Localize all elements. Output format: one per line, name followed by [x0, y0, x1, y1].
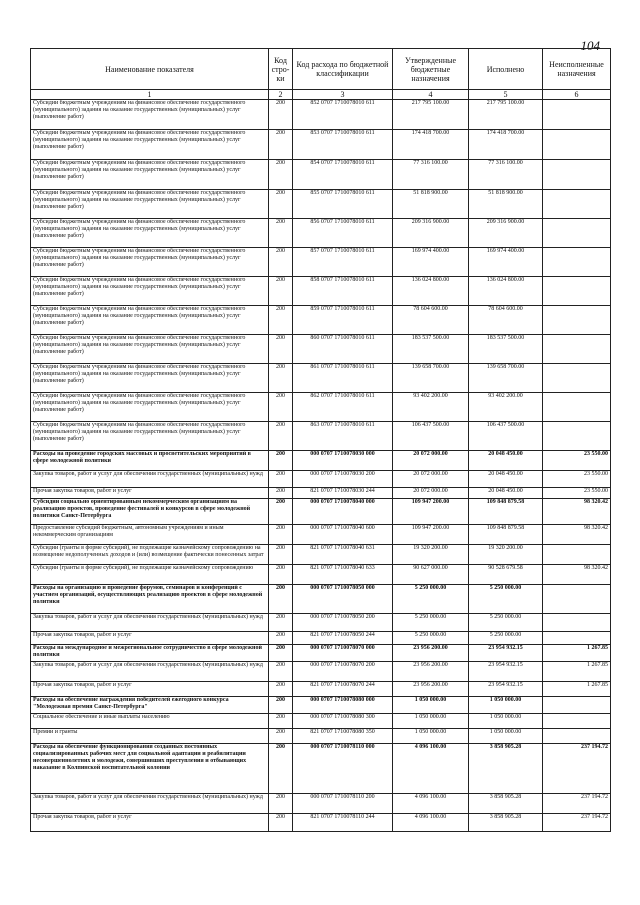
row-unexecuted-cell: [543, 130, 611, 160]
row-code-cell: 852 0707 1710078010 611: [293, 100, 393, 130]
row-unexecuted-cell: [543, 585, 611, 614]
row-approved-cell: 183 537 500.00: [393, 335, 469, 364]
row-name-cell: Расходы на проведение городских массовых и просветительских мероприятий в сфере молодежной политики: [31, 451, 269, 471]
row-line-cell: 200: [269, 632, 293, 645]
row-line-cell: 200: [269, 190, 293, 219]
row-code-cell: 000 0707 1710078080 000: [293, 697, 393, 714]
row-executed-cell: 139 658 700.00: [469, 364, 543, 393]
row-unexecuted-cell: [543, 160, 611, 190]
table-row: [31, 545, 611, 565]
table-row: [31, 729, 611, 744]
row-approved-cell: 4 096 100.00: [393, 794, 469, 814]
row-code-cell: 821 0707 1710078040 631: [293, 545, 393, 565]
row-line-cell: 200: [269, 814, 293, 832]
table-row: [31, 697, 611, 714]
row-name-cell: Расходы на организацию и проведение форумов, семинаров и конференций с участием организаций, осуществляющих реализацию проектов в сфере молодежной политики: [31, 585, 269, 614]
row-approved-cell: 209 316 900.00: [393, 219, 469, 248]
row-approved-cell: 5 250 000.00: [393, 585, 469, 614]
row-approved-cell: 5 250 000.00: [393, 632, 469, 645]
row-line-cell: 200: [269, 682, 293, 697]
row-code-cell: 856 0707 1710078010 611: [293, 219, 393, 248]
row-unexecuted-cell: [543, 729, 611, 744]
table-row: [31, 335, 611, 364]
row-unexecuted-cell: [543, 306, 611, 335]
row-unexecuted-cell: 98 320.42: [543, 525, 611, 545]
row-line-cell: 200: [269, 499, 293, 525]
row-approved-cell: 78 604 600.00: [393, 306, 469, 335]
row-name-cell: Субсидии бюджетным учреждениям на финансовое обеспечение государственного (муниципального) задания на оказание государственных (муниципальных) услуг (выполнение работ): [31, 393, 269, 422]
row-approved-cell: 20 072 000.00: [393, 451, 469, 471]
row-approved-cell: 174 418 700.00: [393, 130, 469, 160]
row-line-cell: 200: [269, 277, 293, 306]
row-line-cell: 200: [269, 565, 293, 585]
column-number: 6: [543, 90, 611, 100]
row-code-cell: 821 0707 1710078030 244: [293, 488, 393, 499]
row-line-cell: 200: [269, 794, 293, 814]
row-name-cell: Закупка товаров, работ и услуг для обеспечения государственных (муниципальных) нужд: [31, 471, 269, 488]
table-row: [31, 130, 611, 160]
table-row: [31, 585, 611, 614]
row-unexecuted-cell: [543, 422, 611, 451]
row-executed-cell: 174 418 700.00: [469, 130, 543, 160]
row-name-cell: Прочая закупка товаров, работ и услуг: [31, 488, 269, 499]
row-approved-cell: 20 072 000.00: [393, 471, 469, 488]
row-approved-cell: 169 974 400.00: [393, 248, 469, 277]
row-approved-cell: 93 402 200.00: [393, 393, 469, 422]
table-row: [31, 794, 611, 814]
table-row: [31, 393, 611, 422]
table-row: [31, 632, 611, 645]
row-executed-cell: 106 437 500.00: [469, 422, 543, 451]
row-name-cell: Прочая закупка товаров, работ и услуг: [31, 632, 269, 645]
row-unexecuted-cell: 237 194.72: [543, 744, 611, 794]
table-row: [31, 565, 611, 585]
row-line-cell: 200: [269, 130, 293, 160]
header-executed: Исполнено: [469, 49, 543, 90]
table-row: [31, 744, 611, 794]
row-approved-cell: 1 050 000.00: [393, 729, 469, 744]
header-approved: Утвержденные бюджетные назначения: [393, 49, 469, 90]
row-name-cell: Субсидии бюджетным учреждениям на финансовое обеспечение государственного (муниципального) задания на оказание государственных (муниципальных) услуг (выполнение работ): [31, 422, 269, 451]
row-unexecuted-cell: 1 267.85: [543, 645, 611, 662]
row-code-cell: 862 0707 1710078010 611: [293, 393, 393, 422]
row-unexecuted-cell: 98 320.42: [543, 499, 611, 525]
row-executed-cell: 5 250 000.00: [469, 585, 543, 614]
row-approved-cell: 19 320 200.00: [393, 545, 469, 565]
row-unexecuted-cell: [543, 393, 611, 422]
row-name-cell: Закупка товаров, работ и услуг для обеспечения государственных (муниципальных) нужд: [31, 662, 269, 682]
table-body: [31, 100, 611, 832]
row-executed-cell: 77 316 100.00: [469, 160, 543, 190]
column-number: 1: [31, 90, 269, 100]
row-executed-cell: 5 250 000.00: [469, 632, 543, 645]
row-line-cell: 200: [269, 545, 293, 565]
row-unexecuted-cell: [543, 545, 611, 565]
row-name-cell: Субсидии бюджетным учреждениям на финансовое обеспечение государственного (муниципального) задания на оказание государственных (муниципальных) услуг (выполнение работ): [31, 277, 269, 306]
table-row: [31, 662, 611, 682]
row-line-cell: 200: [269, 160, 293, 190]
row-code-cell: 000 0707 1710078110 200: [293, 794, 393, 814]
row-code-cell: 000 0707 1710078040 000: [293, 499, 393, 525]
row-unexecuted-cell: [543, 364, 611, 393]
row-name-cell: Субсидии бюджетным учреждениям на финансовое обеспечение государственного (муниципального) задания на оказание государственных (муниципальных) услуг (выполнение работ): [31, 219, 269, 248]
table-row: [31, 219, 611, 248]
row-approved-cell: 5 250 000.00: [393, 614, 469, 632]
row-executed-cell: 109 848 879.58: [469, 525, 543, 545]
row-unexecuted-cell: 23 550.00: [543, 471, 611, 488]
column-number: 3: [293, 90, 393, 100]
table-row: [31, 471, 611, 488]
row-line-cell: 200: [269, 422, 293, 451]
row-line-cell: 200: [269, 488, 293, 499]
row-name-cell: Закупка товаров, работ и услуг для обеспечения государственных (муниципальных) нужд: [31, 614, 269, 632]
row-executed-cell: 1 050 000.00: [469, 714, 543, 729]
page-number: 104: [580, 38, 600, 53]
row-approved-cell: 90 627 000.00: [393, 565, 469, 585]
row-name-cell: Субсидии бюджетным учреждениям на финансовое обеспечение государственного (муниципального) задания на оказание государственных (муниципальных) услуг (выполнение работ): [31, 100, 269, 130]
table-row: [31, 645, 611, 662]
row-code-cell: 859 0707 1710078010 611: [293, 306, 393, 335]
row-executed-cell: 109 848 879.58: [469, 499, 543, 525]
row-code-cell: 000 0707 1710078080 300: [293, 714, 393, 729]
row-executed-cell: 78 604 600.00: [469, 306, 543, 335]
row-name-cell: Закупка товаров, работ и услуг для обеспечения государственных (муниципальных) нужд: [31, 794, 269, 814]
column-number: 4: [393, 90, 469, 100]
row-name-cell: Субсидии бюджетным учреждениям на финансовое обеспечение государственного (муниципального) задания на оказание государственных (муниципальных) услуг (выполнение работ): [31, 248, 269, 277]
header-line: Код стро-ки: [269, 49, 293, 90]
row-executed-cell: 183 537 500.00: [469, 335, 543, 364]
row-unexecuted-cell: [543, 190, 611, 219]
row-approved-cell: 1 050 000.00: [393, 714, 469, 729]
header-budget-code: Код расхода по бюджетной классификации: [293, 49, 393, 90]
row-code-cell: 000 0707 1710078070 200: [293, 662, 393, 682]
row-unexecuted-cell: 23 550.00: [543, 488, 611, 499]
row-line-cell: 200: [269, 219, 293, 248]
row-code-cell: 860 0707 1710078010 611: [293, 335, 393, 364]
row-line-cell: 200: [269, 645, 293, 662]
row-executed-cell: 1 050 000.00: [469, 697, 543, 714]
row-executed-cell: 23 954 932.15: [469, 682, 543, 697]
row-executed-cell: 93 402 200.00: [469, 393, 543, 422]
row-unexecuted-cell: 23 550.00: [543, 451, 611, 471]
row-name-cell: Прочая закупка товаров, работ и услуг: [31, 682, 269, 697]
row-line-cell: 200: [269, 306, 293, 335]
row-approved-cell: 20 072 000.00: [393, 488, 469, 499]
row-name-cell: Субсидии социально ориентированным некоммерческим организациям на реализацию проектов, проведение фестивалей и конкурсов в сфере молодежной политики Санкт-Петербурга: [31, 499, 269, 525]
table-row: [31, 190, 611, 219]
row-approved-cell: 23 956 200.00: [393, 645, 469, 662]
row-unexecuted-cell: 1 267.85: [543, 662, 611, 682]
row-approved-cell: 23 956 200.00: [393, 662, 469, 682]
row-line-cell: 200: [269, 393, 293, 422]
row-line-cell: 200: [269, 744, 293, 794]
row-code-cell: 821 0707 1710078110 244: [293, 814, 393, 832]
row-name-cell: Субсидии бюджетным учреждениям на финансовое обеспечение государственного (муниципального) задания на оказание государственных (муниципальных) услуг (выполнение работ): [31, 335, 269, 364]
table-row: [31, 614, 611, 632]
row-name-cell: Субсидии бюджетным учреждениям на финансовое обеспечение государственного (муниципального) задания на оказание государственных (муниципальных) услуг (выполнение работ): [31, 160, 269, 190]
row-approved-cell: 217 795 100.00: [393, 100, 469, 130]
row-code-cell: 861 0707 1710078010 611: [293, 364, 393, 393]
row-name-cell: Субсидии бюджетным учреждениям на финансовое обеспечение государственного (муниципального) задания на оказание государственных (муниципальных) услуг (выполнение работ): [31, 306, 269, 335]
row-unexecuted-cell: [543, 100, 611, 130]
row-unexecuted-cell: [543, 632, 611, 645]
table-row: [31, 306, 611, 335]
row-executed-cell: 209 316 900.00: [469, 219, 543, 248]
row-name-cell: Субсидии бюджетным учреждениям на финансовое обеспечение государственного (муниципального) задания на оказание государственных (муниципальных) услуг (выполнение работ): [31, 130, 269, 160]
table-row: [31, 814, 611, 832]
table-row: [31, 525, 611, 545]
budget-table: [30, 48, 611, 832]
column-number: 5: [469, 90, 543, 100]
row-executed-cell: 136 024 800.00: [469, 277, 543, 306]
row-code-cell: 821 0707 1710078040 633: [293, 565, 393, 585]
row-code-cell: 857 0707 1710078010 611: [293, 248, 393, 277]
row-executed-cell: 23 954 932.15: [469, 662, 543, 682]
row-code-cell: 000 0707 1710078040 600: [293, 525, 393, 545]
row-code-cell: 000 0707 1710078050 000: [293, 585, 393, 614]
row-line-cell: 200: [269, 714, 293, 729]
row-code-cell: 000 0707 1710078110 000: [293, 744, 393, 794]
table-row: [31, 422, 611, 451]
row-line-cell: 200: [269, 729, 293, 744]
row-line-cell: 200: [269, 585, 293, 614]
header-name: Наименование показателя: [31, 49, 269, 90]
row-line-cell: 200: [269, 525, 293, 545]
row-code-cell: 855 0707 1710078010 611: [293, 190, 393, 219]
row-approved-cell: 51 818 900.00: [393, 190, 469, 219]
row-executed-cell: 3 858 905.28: [469, 814, 543, 832]
row-approved-cell: 77 316 100.00: [393, 160, 469, 190]
row-executed-cell: 51 818 900.00: [469, 190, 543, 219]
row-line-cell: 200: [269, 471, 293, 488]
row-executed-cell: 23 954 932.15: [469, 645, 543, 662]
row-name-cell: Прочая закупка товаров, работ и услуг: [31, 814, 269, 832]
row-unexecuted-cell: 1 267.85: [543, 682, 611, 697]
row-code-cell: 821 0707 1710078050 244: [293, 632, 393, 645]
table-row: [31, 100, 611, 130]
column-number: 2: [269, 90, 293, 100]
row-unexecuted-cell: [543, 219, 611, 248]
row-line-cell: 200: [269, 335, 293, 364]
row-executed-cell: 1 050 000.00: [469, 729, 543, 744]
row-unexecuted-cell: [543, 697, 611, 714]
row-executed-cell: 20 048 450.00: [469, 488, 543, 499]
row-approved-cell: 109 947 200.00: [393, 499, 469, 525]
row-name-cell: Субсидии бюджетным учреждениям на финансовое обеспечение государственного (муниципального) задания на оказание государственных (муниципальных) услуг (выполнение работ): [31, 364, 269, 393]
row-name-cell: Социальное обеспечение и иные выплаты населению: [31, 714, 269, 729]
row-name-cell: Субсидии (гранты в форме субсидий), не подлежащие казначейскому сопровождению на возмещение недополученных доходов и (или) возмещение фактически понесенных затрат: [31, 545, 269, 565]
row-executed-cell: 5 250 000.00: [469, 614, 543, 632]
row-name-cell: Субсидии бюджетным учреждениям на финансовое обеспечение государственного (муниципального) задания на оказание государственных (муниципальных) услуг (выполнение работ): [31, 190, 269, 219]
row-code-cell: 854 0707 1710078010 611: [293, 160, 393, 190]
table-row: [31, 160, 611, 190]
row-approved-cell: 4 096 100.00: [393, 814, 469, 832]
row-code-cell: 000 0707 1710078030 000: [293, 451, 393, 471]
column-number-row: [31, 90, 611, 100]
row-unexecuted-cell: 237 194.72: [543, 814, 611, 832]
row-unexecuted-cell: [543, 248, 611, 277]
row-approved-cell: 136 024 800.00: [393, 277, 469, 306]
table-row: [31, 451, 611, 471]
table-row: [31, 488, 611, 499]
row-approved-cell: 106 437 500.00: [393, 422, 469, 451]
row-code-cell: 853 0707 1710078010 611: [293, 130, 393, 160]
row-code-cell: 858 0707 1710078010 611: [293, 277, 393, 306]
row-line-cell: 200: [269, 248, 293, 277]
row-unexecuted-cell: [543, 335, 611, 364]
row-name-cell: Расходы на обеспечение функционирования созданных постоянных социализированных рабочих мест для социальной адаптации и реабилитации несовершеннолетних и молодежи, совершивших преступления и отбывающих наказание в Колпинской воспитательной колонии: [31, 744, 269, 794]
table-row: [31, 364, 611, 393]
row-line-cell: 200: [269, 364, 293, 393]
row-code-cell: 000 0707 1710078050 200: [293, 614, 393, 632]
row-name-cell: Премии и гранты: [31, 729, 269, 744]
row-name-cell: Расходы на международное и межрегиональное сотрудничество в сфере молодежной политики: [31, 645, 269, 662]
table-row: [31, 248, 611, 277]
row-code-cell: 821 0707 1710078080 350: [293, 729, 393, 744]
header-unexecuted: Неисполненные назначения: [543, 49, 611, 90]
row-approved-cell: 139 658 700.00: [393, 364, 469, 393]
row-line-cell: 200: [269, 614, 293, 632]
row-approved-cell: 1 050 000.00: [393, 697, 469, 714]
row-line-cell: 200: [269, 100, 293, 130]
row-code-cell: 000 0707 1710078070 000: [293, 645, 393, 662]
row-executed-cell: 19 320 200.00: [469, 545, 543, 565]
row-name-cell: Расходы на обеспечение награждения победителей ежегодного конкурса "Молодежная премия Санкт-Петербурга": [31, 697, 269, 714]
row-unexecuted-cell: [543, 714, 611, 729]
row-executed-cell: 169 974 400.00: [469, 248, 543, 277]
row-executed-cell: 3 858 905.28: [469, 794, 543, 814]
row-name-cell: Предоставление субсидий бюджетным, автономным учреждениям и иным некоммерческим организациям: [31, 525, 269, 545]
row-executed-cell: 90 528 679.58: [469, 565, 543, 585]
row-code-cell: 863 0707 1710078010 611: [293, 422, 393, 451]
row-name-cell: Субсидии (гранты в форме субсидий), не подлежащие казначейскому сопровождению: [31, 565, 269, 585]
row-line-cell: 200: [269, 451, 293, 471]
row-line-cell: 200: [269, 697, 293, 714]
row-approved-cell: 109 947 200.00: [393, 525, 469, 545]
table-row: [31, 499, 611, 525]
row-executed-cell: 20 048 450.00: [469, 451, 543, 471]
table-row: [31, 277, 611, 306]
row-executed-cell: 217 795 100.00: [469, 100, 543, 130]
row-code-cell: 000 0707 1710078030 200: [293, 471, 393, 488]
row-code-cell: 821 0707 1710078070 244: [293, 682, 393, 697]
table-row: [31, 714, 611, 729]
row-unexecuted-cell: 237 194.72: [543, 794, 611, 814]
row-executed-cell: 20 048 450.00: [469, 471, 543, 488]
row-line-cell: 200: [269, 662, 293, 682]
row-unexecuted-cell: [543, 614, 611, 632]
table-row: [31, 682, 611, 697]
row-approved-cell: 23 956 200.00: [393, 682, 469, 697]
row-executed-cell: 3 858 905.28: [469, 744, 543, 794]
row-unexecuted-cell: [543, 277, 611, 306]
row-unexecuted-cell: 98 320.42: [543, 565, 611, 585]
row-approved-cell: 4 096 100.00: [393, 744, 469, 794]
